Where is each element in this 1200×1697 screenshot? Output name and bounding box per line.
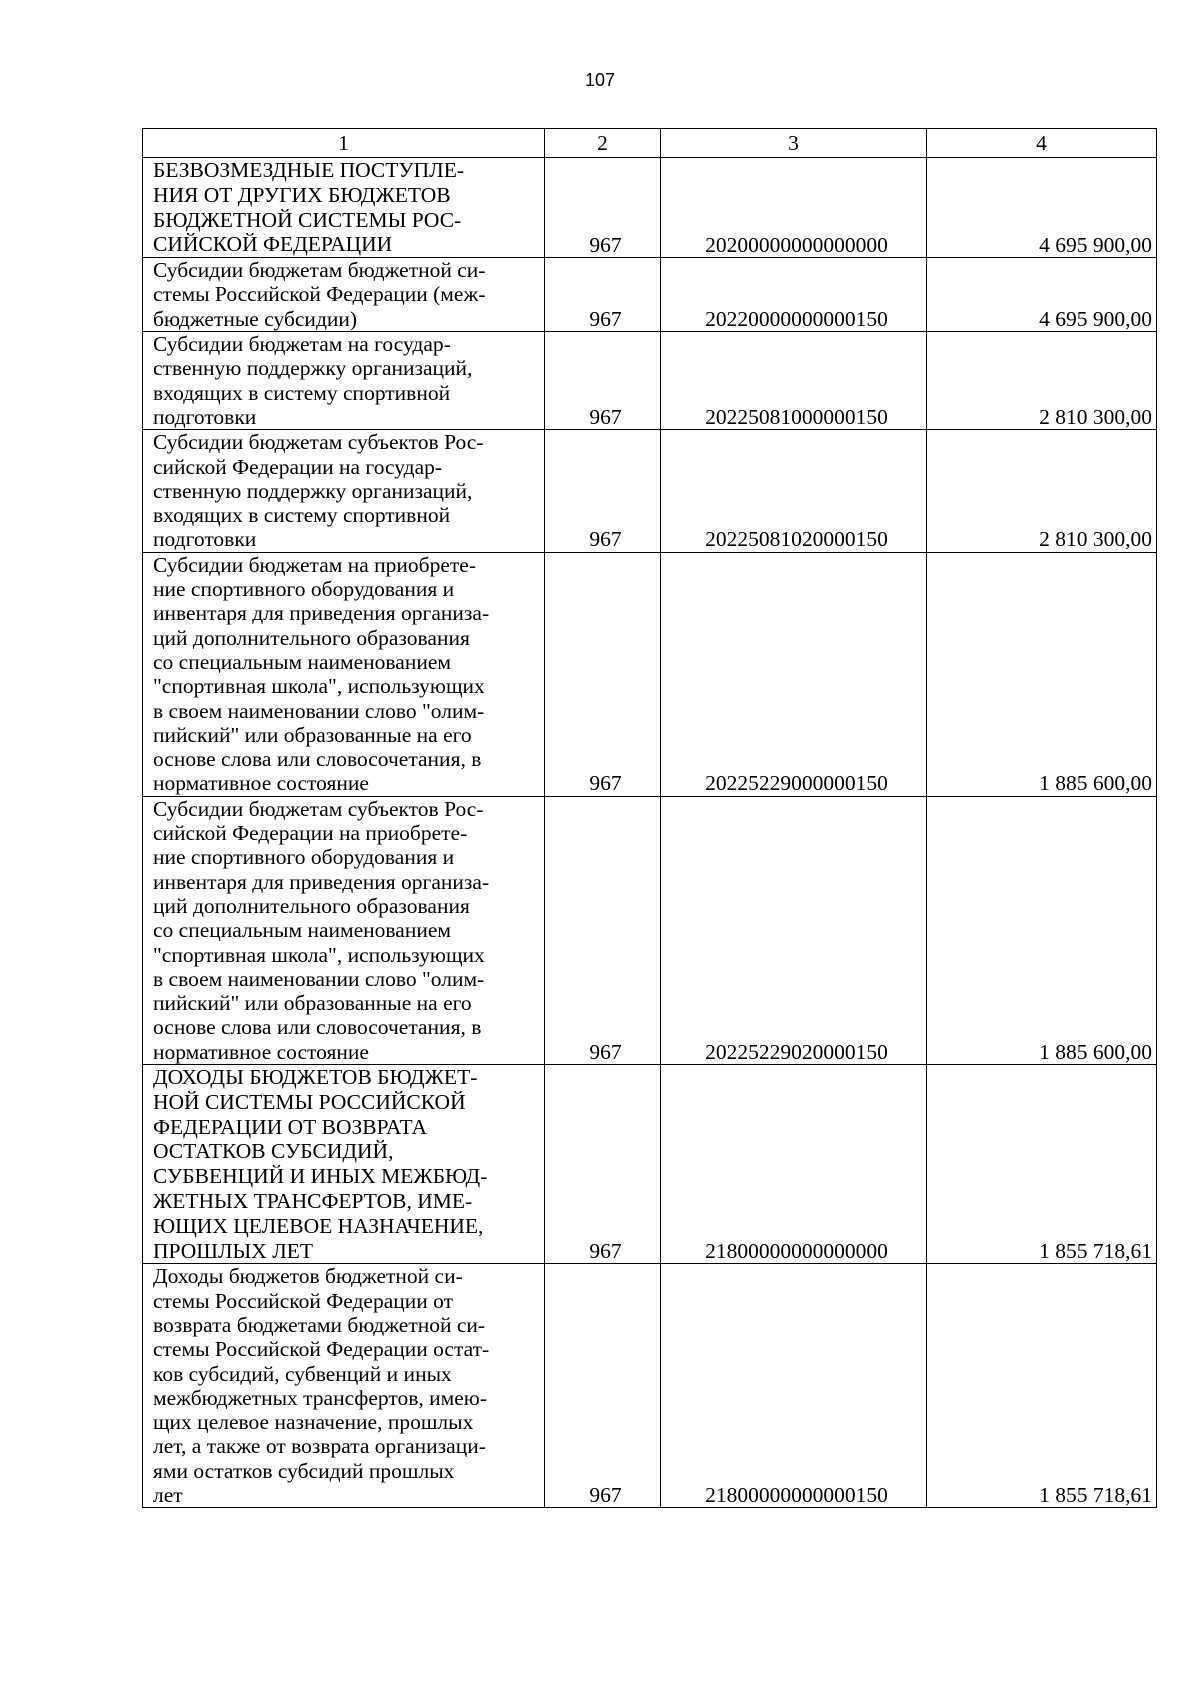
- description-line: Субсидии бюджетам субъектов Рос-: [153, 796, 484, 821]
- description-line: Субсидии бюджетам субъектов Рос-: [153, 430, 484, 455]
- description-line: лет: [153, 1483, 183, 1508]
- description-line: ций дополнительного образования: [153, 893, 470, 918]
- description-line: "спортивная школа", использующих: [153, 674, 485, 699]
- description-line: Субсидии бюджетам бюджетной си-: [153, 258, 486, 283]
- row-budget-code: 20225081000000150: [661, 332, 927, 430]
- description-line: ДОХОДЫ БЮДЖЕТОВ БЮДЖЕТ-: [153, 1064, 478, 1089]
- description-line: стемы Российской Федерации от: [153, 1288, 454, 1313]
- row-admin-code: 967: [545, 1064, 661, 1263]
- description-line: БЕЗВОЗМЕЗДНЫЕ ПОСТУПЛЕ-: [153, 158, 464, 182]
- row-description: [143, 430, 545, 552]
- description-line: инвентаря для приведения организа-: [153, 601, 490, 626]
- description-line: стемы Российской Федерации (меж-: [153, 282, 486, 307]
- description-line: ственную поддержку организаций,: [153, 356, 473, 381]
- table-row: [143, 1264, 1157, 1508]
- description-line: ФЕДЕРАЦИИ ОТ ВОЗВРАТА: [153, 1114, 428, 1139]
- description-line: ЮЩИХ ЦЕЛЕВОЕ НАЗНАЧЕНИЕ,: [153, 1213, 484, 1238]
- description-line: ями остатков субсидий прошлых: [153, 1458, 455, 1483]
- row-budget-code: 20220000000000150: [661, 258, 927, 332]
- row-budget-code: 21800000000000000: [661, 1064, 927, 1263]
- description-line: ние спортивного оборудования и: [153, 577, 455, 602]
- row-budget-code: 20225229000000150: [661, 552, 927, 796]
- description-line: в своем наименовании слово "олим-: [153, 966, 485, 991]
- column-header-3: 3: [661, 129, 927, 158]
- table-row: [143, 158, 1157, 258]
- description-line: подготовки: [153, 527, 257, 552]
- description-line: бюджетные субсидии): [153, 306, 358, 331]
- row-description: [143, 1264, 545, 1508]
- row-budget-code: 20225081020000150: [661, 430, 927, 552]
- description-line: нормативное состояние: [153, 771, 369, 796]
- description-line: сийской Федерации на государ-: [153, 454, 443, 479]
- row-amount: 1 855 718,61: [927, 1064, 1157, 1263]
- row-description: [143, 796, 545, 1064]
- row-amount: 1 855 718,61: [927, 1264, 1157, 1508]
- description-line: Субсидии бюджетам на государ-: [153, 332, 451, 357]
- description-line: БЮДЖЕТНОЙ СИСТЕМЫ РОС-: [153, 207, 462, 232]
- column-header-1: 1: [143, 129, 545, 158]
- description-line: ственную поддержку организаций,: [153, 478, 473, 503]
- description-line: подготовки: [153, 404, 257, 429]
- table-body: [143, 158, 1157, 1508]
- description-line: инвентаря для приведения организа-: [153, 869, 490, 894]
- table-row: [143, 258, 1157, 332]
- row-amount: 2 810 300,00: [927, 332, 1157, 430]
- description-line: ков субсидий, субвенций и иных: [153, 1361, 452, 1386]
- row-admin-code: 967: [545, 332, 661, 430]
- description-line: пийский" или образованные на его: [153, 991, 472, 1016]
- row-budget-code: 20200000000000000: [661, 158, 927, 258]
- description-line: "спортивная школа", использующих: [153, 942, 485, 967]
- row-description: [143, 332, 545, 430]
- row-admin-code: 967: [545, 258, 661, 332]
- description-line: входящих в систему спортивной: [153, 503, 451, 528]
- row-amount: 2 810 300,00: [927, 430, 1157, 552]
- row-description: [143, 258, 545, 332]
- budget-table: [142, 128, 1157, 1508]
- description-line: в своем наименовании слово "олим-: [153, 698, 485, 723]
- page-number: 107: [584, 70, 616, 90]
- row-admin-code: 967: [545, 552, 661, 796]
- row-description: [143, 552, 545, 796]
- row-budget-code: 21800000000000150: [661, 1264, 927, 1508]
- table-row: [143, 796, 1157, 1064]
- description-line: ЖЕТНЫХ ТРАНСФЕРТОВ, ИМЕ-: [153, 1188, 473, 1213]
- row-admin-code: 967: [545, 796, 661, 1064]
- row-admin-code: 967: [545, 158, 661, 258]
- table-row: [143, 430, 1157, 552]
- description-line: СИЙСКОЙ ФЕДЕРАЦИИ: [153, 232, 393, 257]
- description-line: СУБВЕНЦИЙ И ИНЫХ МЕЖБЮД-: [153, 1164, 488, 1189]
- row-description: [143, 158, 545, 258]
- column-header-4: 4: [927, 129, 1157, 158]
- description-line: межбюджетных трансфертов, имею-: [153, 1385, 487, 1410]
- description-line: ОСТАТКОВ СУБСИДИЙ,: [153, 1139, 394, 1164]
- description-line: пийский" или образованные на его: [153, 722, 472, 747]
- row-admin-code: 967: [545, 430, 661, 552]
- description-line: Доходы бюджетов бюджетной си-: [153, 1264, 463, 1289]
- table-header-row: [143, 129, 1157, 158]
- row-amount: 4 695 900,00: [927, 158, 1157, 258]
- row-amount: 1 885 600,00: [927, 796, 1157, 1064]
- row-amount: 4 695 900,00: [927, 258, 1157, 332]
- description-line: ПРОШЛЫХ ЛЕТ: [153, 1238, 314, 1263]
- description-line: входящих в систему спортивной: [153, 380, 451, 405]
- table-row: [143, 332, 1157, 430]
- description-line: НИЯ ОТ ДРУГИХ БЮДЖЕТОВ: [153, 182, 451, 207]
- column-header-2: 2: [545, 129, 661, 158]
- description-line: ций дополнительного образования: [153, 625, 470, 650]
- description-line: стемы Российской Федерации остат-: [153, 1337, 490, 1362]
- row-admin-code: 967: [545, 1264, 661, 1508]
- table-row: [143, 552, 1157, 796]
- description-line: основе слова или словосочетания, в: [153, 747, 482, 772]
- row-description: [143, 1064, 545, 1263]
- row-amount: 1 885 600,00: [927, 552, 1157, 796]
- description-line: нормативное состояние: [153, 1039, 369, 1064]
- description-line: лет, а также от возврата организаци-: [153, 1434, 486, 1459]
- description-line: Субсидии бюджетам на приобрете-: [153, 552, 476, 577]
- description-line: НОЙ СИСТЕМЫ РОССИЙСКОЙ: [153, 1089, 466, 1114]
- description-line: возврата бюджетами бюджетной си-: [153, 1312, 486, 1337]
- description-line: со специальным наименованием: [153, 918, 451, 943]
- description-line: основе слова или словосочетания, в: [153, 1015, 482, 1040]
- description-line: ние спортивного оборудования и: [153, 845, 455, 870]
- description-line: со специальным наименованием: [153, 649, 451, 674]
- table-row: [143, 1064, 1157, 1263]
- description-line: сийской Федерации на приобрете-: [153, 821, 468, 846]
- description-line: щих целевое назначение, прошлых: [153, 1410, 474, 1435]
- row-budget-code: 20225229020000150: [661, 796, 927, 1064]
